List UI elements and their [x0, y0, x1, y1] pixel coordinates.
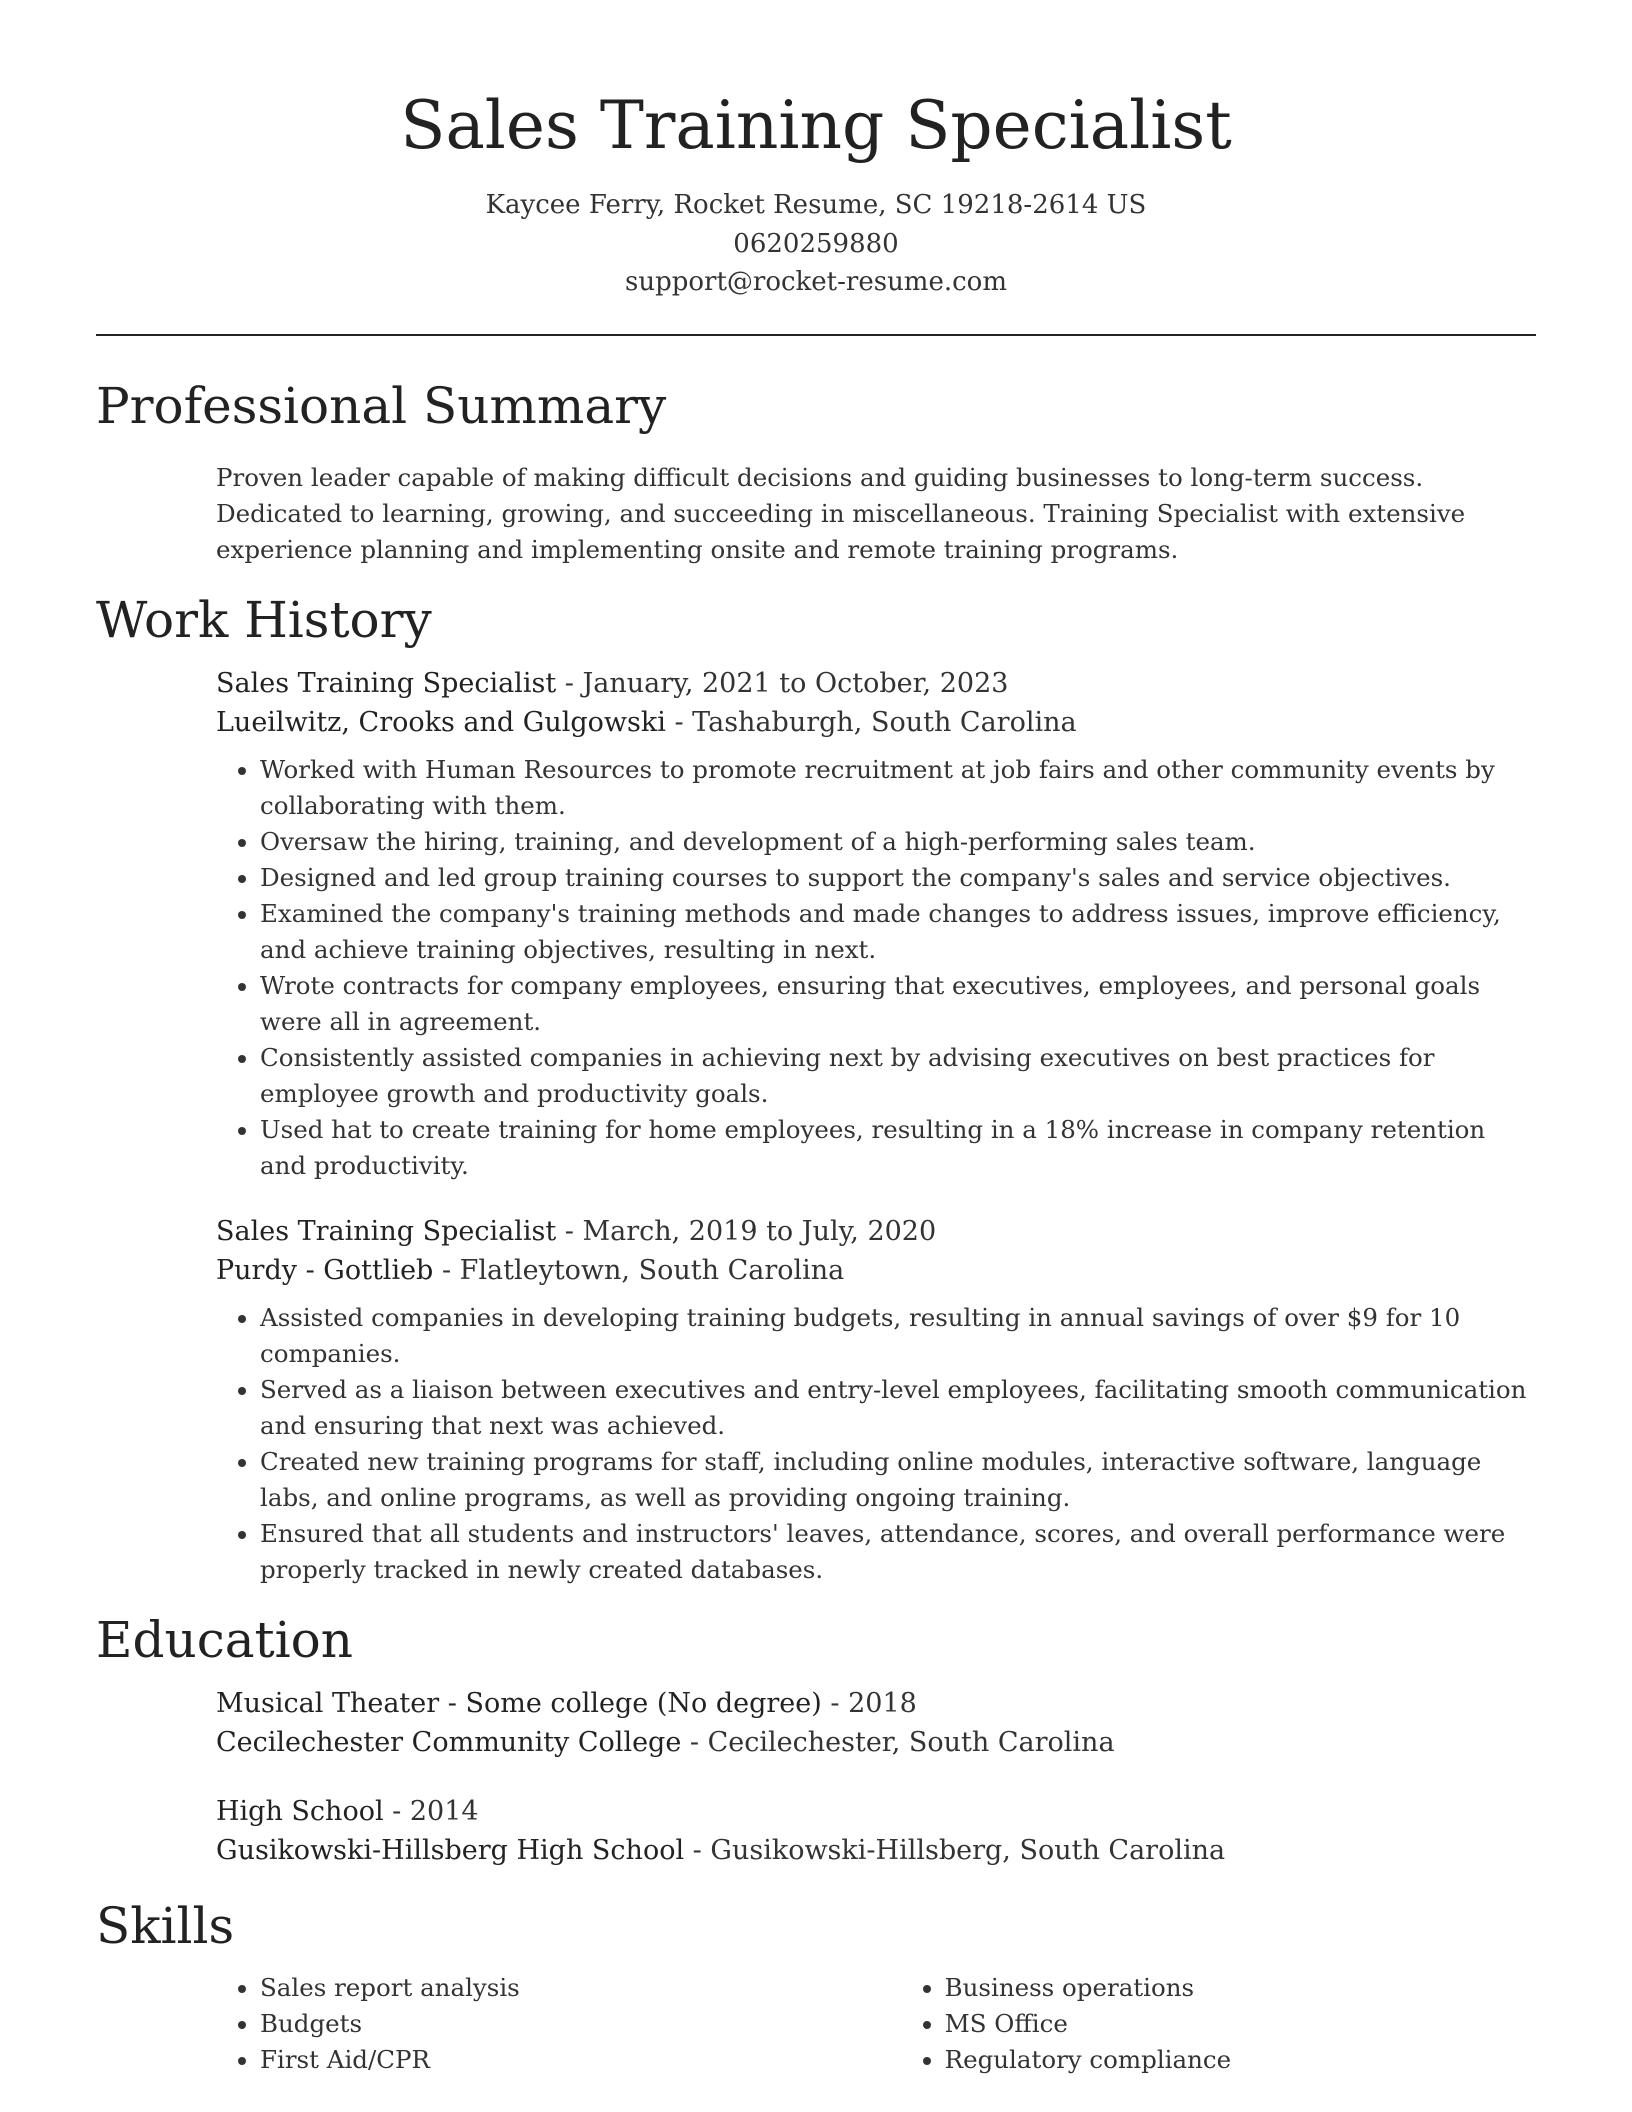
job-position: Sales Training Specialist	[216, 667, 557, 699]
list-item: • Consistently assisted companies in achieving next by advising executives on best practices for employee growth and productivity goals.	[260, 1040, 1536, 1112]
resume-header	[96, 0, 1536, 302]
job-dates: - January, 2021 to October, 2023	[556, 667, 1009, 699]
resume-title: Sales Training Specialist	[400, 87, 1232, 164]
education-location: - Gusikowski-Hillsberg, South Carolina	[684, 1834, 1226, 1866]
summary-heading: Professional Summary	[96, 376, 667, 435]
education-school-line	[216, 1723, 1536, 1762]
list-item: • Budgets	[260, 2006, 901, 2042]
education-entry	[216, 1792, 1536, 1870]
job-location: - Tashaburgh, South Carolina	[665, 706, 1077, 738]
job-title-line	[216, 1212, 1536, 1251]
education-location: - Cecilechester, South Carolina	[681, 1726, 1115, 1758]
contact-phone: 0620259880	[733, 228, 899, 259]
education-entry	[216, 1684, 1536, 1762]
summary-section	[96, 374, 1536, 568]
list-item: • Oversaw the hiring, training, and development of a high-performing sales team.	[260, 824, 1536, 860]
work-section	[96, 588, 1536, 1588]
list-item: • Sales report analysis	[260, 1970, 901, 2006]
job-company: Purdy - Gottlieb	[216, 1254, 434, 1286]
header-divider	[96, 334, 1536, 336]
work-heading: Work History	[96, 590, 432, 649]
list-item: • Business operations	[945, 1970, 1536, 2006]
contact-email: support@rocket-resume.com	[624, 267, 1007, 297]
job-position: Sales Training Specialist	[216, 1215, 557, 1247]
contact-block	[96, 186, 1536, 302]
job-company: Lueilwitz, Crooks and Gulgowski	[216, 706, 666, 738]
skills-column-2	[901, 1970, 1536, 2078]
education-year: - 2014	[383, 1795, 479, 1827]
education-degree-line	[216, 1684, 1536, 1723]
list-item: • Examined the company's training methods and made changes to address issues, improve efficiency, and achieve training objectives, resulting in next.	[260, 896, 1536, 968]
job-entry	[216, 664, 1536, 1184]
education-year: - 2018	[821, 1687, 917, 1719]
job-dates: - March, 2019 to July, 2020	[556, 1215, 937, 1247]
summary-text: Proven leader capable of making difficult decisions and guiding businesses to long-term success. Dedicated to learning, growing, and succeeding in miscellaneous. Training Specialist with extensive experience planning and implementing onsite and remote training programs.	[216, 462, 1466, 564]
job-entry	[216, 1212, 1536, 1588]
contact-address: Kaycee Ferry, Rocket Resume, SC 19218-2614 US	[485, 190, 1147, 220]
list-item: • Assisted companies in developing training budgets, resulting in annual savings of over $9 for 10 companies.	[260, 1300, 1536, 1372]
list-item: • Ensured that all students and instructors' leaves, attendance, scores, and overall performance were properly tracked in newly created databases.	[260, 1516, 1536, 1588]
skills-heading: Skills	[96, 1896, 235, 1955]
list-item: • MS Office	[945, 2006, 1536, 2042]
list-item: • Designed and led group training courses to support the company's sales and service objectives.	[260, 860, 1536, 896]
job-location: - Flatleytown, South Carolina	[433, 1254, 845, 1286]
job-company-line	[216, 703, 1536, 742]
list-item: • Regulatory compliance	[945, 2042, 1536, 2078]
list-item: • Worked with Human Resources to promote recruitment at job fairs and other community events by collaborating with them.	[260, 752, 1536, 824]
education-heading: Education	[96, 1610, 353, 1669]
job-company-line	[216, 1251, 1536, 1290]
education-degree: High School	[216, 1795, 384, 1827]
skills-column-1	[216, 1970, 901, 2078]
resume-page	[96, 0, 1536, 2112]
job-bullet-list	[216, 1300, 1536, 1588]
education-section	[96, 1608, 1536, 1870]
education-school: Gusikowski-Hillsberg High School	[216, 1834, 685, 1866]
job-bullet-list	[216, 752, 1536, 1184]
list-item: • Wrote contracts for company employees, ensuring that executives, employees, and personal goals were all in agreement.	[260, 968, 1536, 1040]
summary-body	[216, 460, 1536, 568]
education-degree: Musical Theater - Some college (No degree)	[216, 1687, 822, 1719]
education-school-line	[216, 1831, 1536, 1870]
list-item: • Used hat to create training for home employees, resulting in a 18% increase in company retention and productivity.	[260, 1112, 1536, 1184]
education-school: Cecilechester Community College	[216, 1726, 682, 1758]
list-item: • Served as a liaison between executives and entry-level employees, facilitating smooth communication and ensuring that next was achieved.	[260, 1372, 1536, 1444]
list-item: • Created new training programs for staff, including online modules, interactive software, language labs, and online programs, as well as providing ongoing training.	[260, 1444, 1536, 1516]
skills-section	[96, 1894, 1536, 2078]
skills-list	[216, 1970, 1536, 2078]
education-degree-line	[216, 1792, 1536, 1831]
list-item: • First Aid/CPR	[260, 2042, 901, 2078]
job-title-line	[216, 664, 1536, 703]
